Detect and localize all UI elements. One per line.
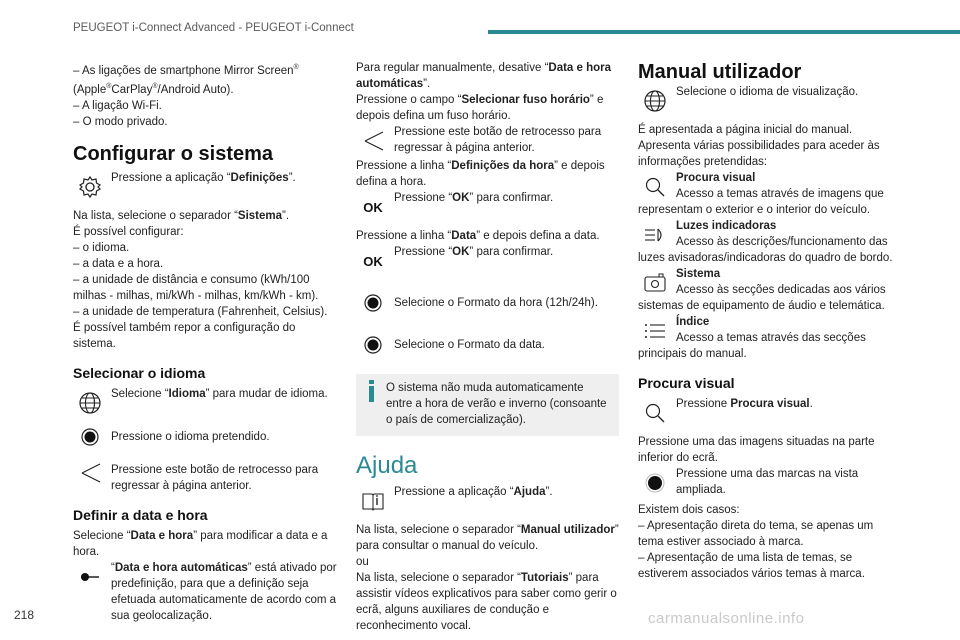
section-title-manual: Manual utilizador xyxy=(638,61,802,83)
intro-line: – A ligação Wi-Fi. xyxy=(73,99,162,112)
index-icon xyxy=(638,314,672,348)
running-header: PEUGEOT i-Connect Advanced - PEUGEOT i-Connect xyxy=(73,22,354,34)
date-line-text: Pressione a linha “Data” e depois defina a data. xyxy=(356,230,600,242)
language-step: Selecione “Idioma” para mudar de idioma. xyxy=(73,386,338,420)
gear-icon xyxy=(73,170,107,204)
section-title-visual-search: Procura visual xyxy=(638,375,735,391)
section-title-help: Ajuda xyxy=(356,452,418,479)
search-icon xyxy=(638,170,672,204)
cases-text: Existem dois casos: xyxy=(638,504,740,516)
book-icon xyxy=(356,484,390,518)
intro-line: – O modo privado. xyxy=(73,115,168,128)
format-step: Selecione o Formato da hora (12h/24h). xyxy=(356,286,619,320)
radio-select-icon xyxy=(356,328,390,362)
section-title-language: Selecionar o idioma xyxy=(73,364,206,381)
config-text: Na lista, selecione o separador “Sistema”. xyxy=(73,209,290,222)
warning-lights-icon xyxy=(638,218,672,252)
config-text: – a data e a hora. xyxy=(73,257,164,270)
hour-line-text: Pressione a linha “Definições da hora” e depois defina a hora. xyxy=(356,160,605,188)
visual-search-step: Pressione Procura visual. xyxy=(638,396,901,430)
help-text: Na lista, selecione o separador “Manual utilizador” para consultar o manual do veículo. xyxy=(356,524,619,552)
column-1 xyxy=(73,60,338,624)
system-icon xyxy=(638,266,672,300)
config-text: – o idioma. xyxy=(73,241,130,254)
config-text: É possível também repor a configuração do sistema. xyxy=(73,321,296,350)
marker-icon xyxy=(638,466,672,500)
help-step: Pressione a aplicação “Ajuda”. xyxy=(356,484,619,518)
manual-text: Para regular manualmente, desative “Data e hora automáticas”. xyxy=(356,62,612,90)
ok-button-icon: OK xyxy=(356,190,390,224)
manual-option-visual-search: Procura visual Acesso a temas através de imagens que representam o exterior e o interior do veículo. xyxy=(638,172,884,216)
date-text: Selecione “Data e hora” para modificar a data e a hora. xyxy=(73,529,328,558)
info-icon xyxy=(366,380,378,428)
back-arrow-icon xyxy=(73,456,107,490)
back-step: Pressione este botão de retrocesso para regressar à página anterior. xyxy=(356,124,619,158)
visual-search-step: Pressione uma das marcas na vista ampliada. xyxy=(638,466,901,498)
settings-step: Pressione a aplicação “Definições”. xyxy=(73,170,338,204)
language-step: Pressione este botão de retrocesso para regressar à página anterior. xyxy=(73,456,338,494)
intro-line: – As ligações de smartphone Mirror Screen® xyxy=(73,64,299,77)
column-2 xyxy=(356,60,619,634)
help-text: ou xyxy=(356,556,369,568)
globe-icon xyxy=(638,84,672,118)
cases-text: – Apresentação direta do tema, se apenas um tema estiver associado à marca. xyxy=(638,520,874,548)
manual-language-step: Selecione o idioma de visualização. xyxy=(638,84,901,118)
watermark: carmanualsonline.info xyxy=(648,610,805,627)
toggle-switch-icon xyxy=(73,560,107,594)
auto-date-step: “Data e hora automáticas” está ativado por predefinição, para que a definição seja efetuada automaticamente de acordo com a sua geolocalização. xyxy=(73,560,338,624)
manual-text: É apresentada a página inicial do manual. xyxy=(638,124,853,136)
config-text: milhas - milhas, mi/kWh - milhas, km/kWh - km). xyxy=(73,289,319,302)
intro-line: (Apple®CarPlay®/Android Auto). xyxy=(73,82,234,96)
manual-option-system: Sistema Acesso às secções dedicadas aos vários sistemas de equipamento de áudio e telemática. xyxy=(638,268,886,312)
manual-option-index: Índice Acesso a temas através das secções principais do manual. xyxy=(638,316,866,360)
info-note: O sistema não muda automaticamente entre a hora de verão e inverno (consoante o país de comercialização). xyxy=(356,374,619,436)
visual-search-text: Pressione uma das imagens situadas na parte inferior do ecrã. xyxy=(638,436,875,464)
ok-step: OK Pressione “OK” para confirmar. xyxy=(356,244,619,278)
language-step: Pressione o idioma pretendido. xyxy=(73,420,338,454)
globe-icon xyxy=(73,386,107,420)
help-text: Na lista, selecione o separador “Tutoriais” para assistir vídeos explicativos para saber como gerir o ecrã, alguns auxiliares de condução e reconhecimento vocal. xyxy=(356,572,617,632)
radio-select-icon xyxy=(73,420,107,454)
manual-text: Apresenta várias possibilidades para aceder às informações pretendidas: xyxy=(638,140,880,168)
config-text: – a unidade de temperatura (Fahrenheit, Celsius). xyxy=(73,305,328,318)
section-title-configure: Configurar o sistema xyxy=(73,142,274,165)
column-3 xyxy=(638,60,901,582)
section-title-date: Definir a data e hora xyxy=(73,506,208,523)
search-icon xyxy=(638,396,672,430)
config-text: – a unidade de distância e consumo (kWh/100 xyxy=(73,273,310,286)
ok-button-icon: OK xyxy=(356,244,390,278)
cases-text: – Apresentação de uma lista de temas, se estiverem associados vários temas à marca. xyxy=(638,552,865,580)
radio-select-icon xyxy=(356,286,390,320)
config-text: É possível configurar: xyxy=(73,225,184,238)
format-step: Selecione o Formato da data. xyxy=(356,328,619,362)
manual-option-warning-lights: Luzes indicadoras Acesso às descrições/funcionamento das luzes avisadoras/indicadoras do quadro de bordo. xyxy=(638,220,893,264)
header-accent-bar xyxy=(488,30,960,34)
back-arrow-icon xyxy=(356,124,390,158)
timezone-text: Pressione o campo “Selecionar fuso horário” e depois defina um fuso horário. xyxy=(356,94,604,122)
page-number: 218 xyxy=(14,608,35,622)
ok-step: OK Pressione “OK” para confirmar. xyxy=(356,190,619,224)
